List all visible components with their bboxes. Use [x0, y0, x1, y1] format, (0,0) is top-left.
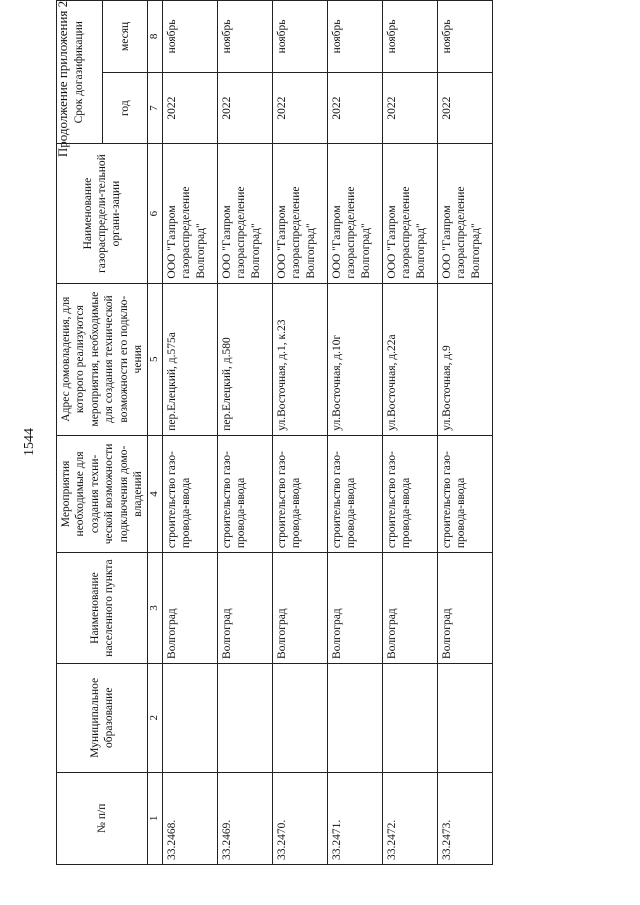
column-number: 2 [148, 663, 163, 772]
cell-measures: строительство газо-провода-ввода [438, 435, 493, 552]
table-row [438, 1, 493, 865]
cell-org: ООО "Газпром газораспределение Волгоград" [163, 144, 218, 283]
cell-month: ноябрь [163, 1, 218, 73]
cell-num: 33.2469. [218, 772, 273, 864]
header-num: № п/п [57, 772, 148, 864]
cell-month: ноябрь [218, 1, 273, 73]
cell-month: ноябрь [273, 1, 328, 73]
cell-num: 33.2471. [328, 772, 383, 864]
cell-measures: строительство газо-провода-ввода [273, 435, 328, 552]
page-caption: Продолжение приложения 2 [55, 0, 70, 158]
cell-year: 2022 [383, 72, 438, 144]
cell-org: ООО "Газпром газораспределение Волгоград" [273, 144, 328, 283]
cell-address: ул.Восточная, д.1, к.23 [273, 283, 328, 435]
column-number: 4 [148, 435, 163, 552]
cell-month: ноябрь [438, 1, 493, 73]
cell-year: 2022 [218, 72, 273, 144]
cell-municipality [328, 663, 383, 772]
cell-municipality [163, 663, 218, 772]
cell-org: ООО "Газпром газораспределение Волгоград" [218, 144, 273, 283]
cell-settlement: Волгоград [273, 553, 328, 664]
cell-year: 2022 [163, 72, 218, 144]
header-settlement: Наименование населенного пункта [57, 553, 148, 664]
cell-municipality [273, 663, 328, 772]
cell-address: ул.Восточная, д.10г [328, 283, 383, 435]
cell-org: ООО "Газпром газораспределение Волгоград" [438, 144, 493, 283]
rotated-table-container [56, 0, 621, 865]
table-row [163, 1, 218, 865]
cell-address: пер.Елецкий, д.580 [218, 283, 273, 435]
header-address: Адрес домовладения, для которого реализуются мероприятия, необходимые для создания технической возможности его подклю-чения [57, 283, 148, 435]
cell-org: ООО "Газпром газораспределение Волгоград" [383, 144, 438, 283]
header-row [57, 1, 103, 865]
header-municipality: Муниципальное образование [57, 663, 148, 772]
cell-org: ООО "Газпром газораспределение Волгоград" [328, 144, 383, 283]
cell-municipality [438, 663, 493, 772]
header-month: месяц [102, 1, 148, 73]
column-number: 5 [148, 283, 163, 435]
table-row [383, 1, 438, 865]
cell-num: 33.2472. [383, 772, 438, 864]
header-org: Наименование газораспредели-тельной органи-зации [57, 144, 148, 283]
cell-measures: строительство газо-провода-ввода [328, 435, 383, 552]
cell-num: 33.2473. [438, 772, 493, 864]
cell-address: пер.Елецкий, д.575а [163, 283, 218, 435]
cell-year: 2022 [328, 72, 383, 144]
column-number: 8 [148, 1, 163, 73]
cell-address: ул.Восточная, д.22а [383, 283, 438, 435]
column-number: 6 [148, 144, 163, 283]
table-row [328, 1, 383, 865]
header-measures: Мероприятия необходимые для создания техни-ческой возможности подключения домо-владений [57, 435, 148, 552]
cell-settlement: Волгоград [438, 553, 493, 664]
header-year: год [102, 72, 148, 144]
gasification-table [56, 0, 493, 865]
cell-num: 33.2470. [273, 772, 328, 864]
cell-year: 2022 [273, 72, 328, 144]
cell-num: 33.2468. [163, 772, 218, 864]
cell-month: ноябрь [383, 1, 438, 73]
table-row [273, 1, 328, 865]
page-number: 1544 [22, 428, 37, 456]
cell-municipality [383, 663, 438, 772]
column-number: 3 [148, 553, 163, 664]
cell-settlement: Волгоград [163, 553, 218, 664]
column-number: 7 [148, 72, 163, 144]
column-number: 1 [148, 772, 163, 864]
cell-settlement: Волгоград [328, 553, 383, 664]
cell-municipality [218, 663, 273, 772]
cell-measures: строительство газо-провода-ввода [383, 435, 438, 552]
cell-year: 2022 [438, 72, 493, 144]
column-number-row [148, 1, 163, 865]
cell-measures: строительство газо-провода-ввода [218, 435, 273, 552]
cell-address: ул.Восточная, д.9 [438, 283, 493, 435]
cell-settlement: Волгоград [383, 553, 438, 664]
cell-settlement: Волгоград [218, 553, 273, 664]
cell-measures: строительство газо-провода-ввода [163, 435, 218, 552]
table-row [218, 1, 273, 865]
cell-month: ноябрь [328, 1, 383, 73]
header-deadline: Срок догазификации [57, 1, 103, 145]
